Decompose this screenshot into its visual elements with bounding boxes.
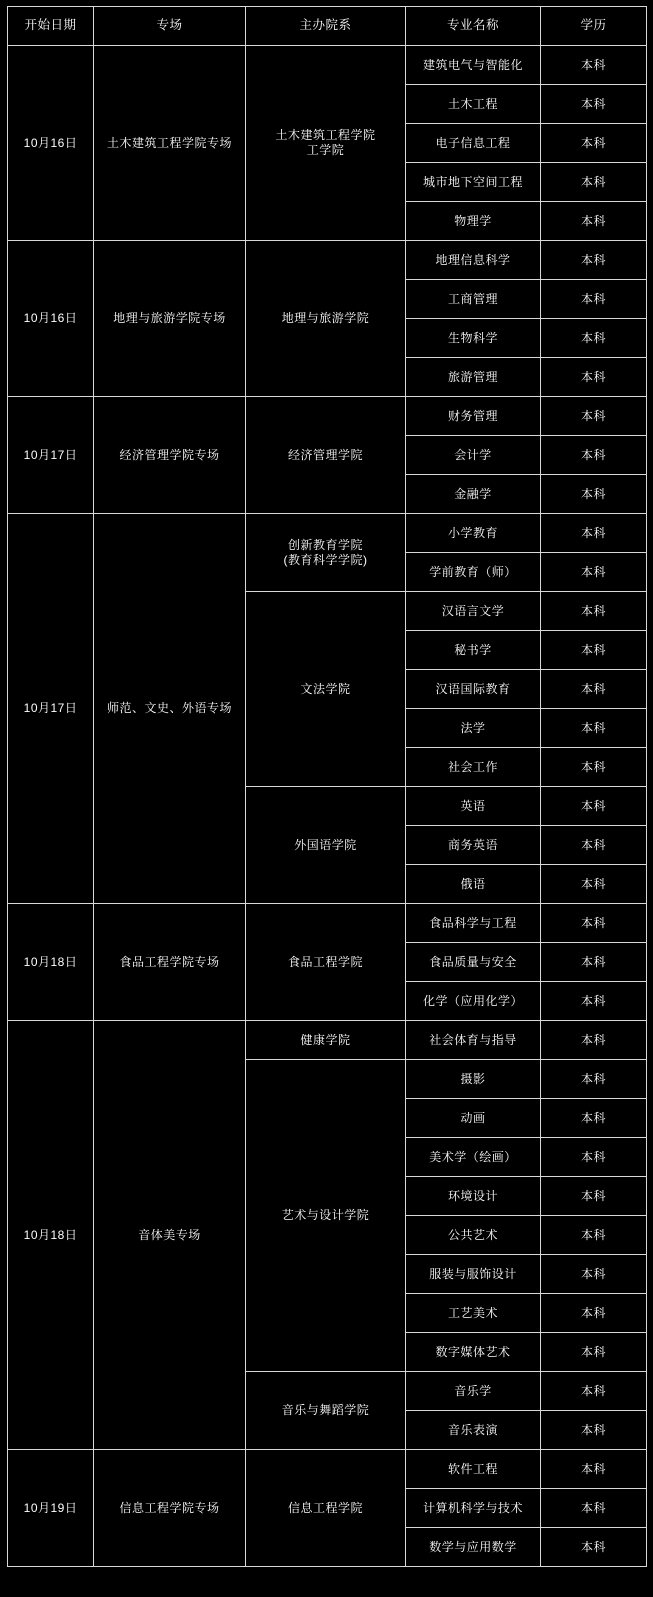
cell-level	[541, 982, 647, 1021]
cell-major	[406, 1021, 541, 1060]
cell-line: 音乐与舞蹈学院	[281, 1403, 370, 1417]
table-header	[8, 7, 647, 46]
cell-level	[541, 319, 647, 358]
cell-line: 旅游管理	[447, 369, 498, 384]
cell-venue	[94, 241, 246, 397]
cell-line: 本科	[580, 1422, 606, 1437]
cell-major	[406, 787, 541, 826]
cell-major	[406, 85, 541, 124]
cell-level	[541, 787, 647, 826]
cell-major	[406, 358, 541, 397]
table-row	[8, 514, 647, 553]
cell-major	[406, 1255, 541, 1294]
cell-line: 环境设计	[447, 1188, 498, 1203]
cell-major	[406, 670, 541, 709]
cell-line: 本科	[580, 174, 606, 189]
cell-line: 本科	[580, 876, 606, 891]
cell-level	[541, 1060, 647, 1099]
cell-line: 地理与旅游学院	[281, 311, 370, 325]
table-row	[8, 904, 647, 943]
cell-date	[8, 397, 94, 514]
cell-venue	[94, 397, 246, 514]
cell-line: 生物科学	[447, 330, 498, 345]
cell-level	[541, 202, 647, 241]
cell-level	[541, 709, 647, 748]
cell-major	[406, 553, 541, 592]
cell-date	[8, 514, 94, 904]
cell-major	[406, 1060, 541, 1099]
cell-line: 食品工程学院	[287, 954, 363, 969]
cell-line: 建筑电气与智能化	[422, 57, 523, 72]
cell-line: 化学（应用化学）	[422, 993, 523, 1008]
cell-major	[406, 124, 541, 163]
cell-host	[246, 592, 406, 787]
cell-line: 本科	[580, 1461, 606, 1476]
cell-level	[541, 514, 647, 553]
cell-major	[406, 1138, 541, 1177]
cell-line: 10月18日	[23, 1227, 78, 1242]
cell-level	[541, 1021, 647, 1060]
cell-venue	[94, 904, 246, 1021]
cell-level	[541, 553, 647, 592]
cell-major	[406, 748, 541, 787]
column-header-level: 学历	[541, 7, 647, 46]
cell-level	[541, 241, 647, 280]
cell-line: 汉语言文学	[441, 603, 505, 618]
column-header-venue: 专场	[94, 7, 246, 46]
cell-line: 本科	[580, 486, 606, 501]
cell-line: 土木工程	[447, 96, 498, 111]
cell-major	[406, 865, 541, 904]
cell-line: 工艺美术	[447, 1305, 498, 1320]
cell-venue	[94, 46, 246, 241]
cell-line: 10月17日	[23, 701, 78, 715]
cell-line: 金融学	[454, 486, 492, 501]
cell-line: 10月16日	[23, 311, 78, 325]
cell-line: 信息工程学院专场	[119, 1500, 220, 1515]
cell-date	[8, 46, 94, 241]
cell-line: 外国语学院	[294, 837, 357, 852]
cell-level	[541, 85, 647, 124]
cell-line: 本科	[580, 135, 606, 150]
cell-line: 本科	[580, 1110, 606, 1125]
cell-line: 本科	[580, 681, 606, 696]
cell-line: 本科	[580, 1383, 606, 1398]
cell-line: 本科	[580, 798, 606, 813]
cell-level	[541, 1255, 647, 1294]
cell-line: 10月16日	[23, 135, 78, 150]
cell-venue	[94, 1021, 246, 1450]
cell-host	[246, 787, 406, 904]
cell-major	[406, 163, 541, 202]
cell-line: 本科	[580, 1539, 606, 1554]
column-header-major: 专业名称	[406, 7, 541, 46]
cell-line: 食品科学与工程	[429, 915, 517, 930]
cell-level	[541, 1177, 647, 1216]
cell-major	[406, 397, 541, 436]
cell-major	[406, 592, 541, 631]
cell-line: 本科	[580, 564, 606, 579]
cell-level	[541, 163, 647, 202]
cell-line: 服装与服饰设计	[429, 1266, 517, 1281]
cell-date	[8, 241, 94, 397]
table-row	[8, 241, 647, 280]
cell-date	[8, 904, 94, 1021]
cell-major	[406, 982, 541, 1021]
cell-line: 英语	[460, 798, 486, 813]
cell-major	[406, 826, 541, 865]
cell-major	[406, 46, 541, 85]
cell-line: 信息工程学院	[287, 1500, 363, 1515]
cell-level	[541, 46, 647, 85]
cell-line: 10月19日	[23, 1500, 78, 1515]
cell-line: 本科	[580, 1149, 606, 1164]
cell-level	[541, 1372, 647, 1411]
cell-line: 软件工程	[447, 1461, 498, 1476]
cell-line: 经济管理学院	[287, 447, 363, 462]
cell-host	[246, 46, 406, 241]
cell-major	[406, 1528, 541, 1567]
cell-major	[406, 631, 541, 670]
cell-major	[406, 1450, 541, 1489]
cell-line: 数学与应用数学	[429, 1539, 517, 1554]
cell-line: (教育科学学院)	[283, 552, 368, 567]
cell-level	[541, 826, 647, 865]
cell-line: 本科	[580, 603, 606, 618]
cell-level	[541, 1138, 647, 1177]
cell-major	[406, 1489, 541, 1528]
cell-line: 10月18日	[23, 954, 78, 969]
cell-line: 本科	[580, 525, 606, 540]
cell-line: 会计学	[454, 447, 492, 462]
cell-line: 创新教育学院	[287, 537, 363, 552]
cell-major	[406, 202, 541, 241]
cell-line: 文法学院	[300, 681, 351, 696]
cell-line: 本科	[580, 642, 606, 657]
cell-major	[406, 475, 541, 514]
cell-line: 健康学院	[300, 1032, 351, 1047]
cell-line: 食品工程学院专场	[119, 954, 220, 969]
cell-level	[541, 280, 647, 319]
cell-level	[541, 865, 647, 904]
recruitment-schedule-table	[7, 6, 647, 1567]
cell-line: 本科	[580, 291, 606, 306]
cell-line: 本科	[580, 1266, 606, 1281]
cell-line: 本科	[580, 213, 606, 228]
cell-line: 本科	[580, 1227, 606, 1242]
table-row	[8, 1450, 647, 1489]
cell-line: 动画	[460, 1110, 486, 1125]
cell-line: 土木建筑工程学院专场	[106, 135, 232, 150]
table-row	[8, 46, 647, 85]
cell-level	[541, 1216, 647, 1255]
cell-line: 本科	[580, 447, 606, 462]
cell-line: 音乐学	[454, 1383, 492, 1398]
cell-line: 本科	[580, 57, 606, 72]
cell-host	[246, 1372, 406, 1450]
cell-host	[246, 241, 406, 397]
cell-line: 本科	[580, 759, 606, 774]
cell-line: 社会工作	[447, 759, 498, 774]
cell-line: 音乐表演	[447, 1422, 498, 1437]
cell-line: 法学	[460, 720, 486, 735]
cell-line: 社会体育与指导	[429, 1032, 517, 1047]
cell-level	[541, 358, 647, 397]
table-row	[8, 1021, 647, 1060]
cell-major	[406, 1372, 541, 1411]
cell-line: 音体美专场	[138, 1227, 201, 1242]
table-header-row	[8, 7, 647, 46]
cell-level	[541, 1528, 647, 1567]
cell-line: 艺术与设计学院	[281, 1208, 370, 1222]
cell-line: 工学院	[306, 143, 345, 157]
cell-host	[246, 514, 406, 592]
cell-major	[406, 280, 541, 319]
cell-major	[406, 904, 541, 943]
cell-date	[8, 1021, 94, 1450]
cell-line: 城市地下空间工程	[422, 174, 523, 189]
cell-level	[541, 631, 647, 670]
cell-level	[541, 904, 647, 943]
cell-line: 本科	[580, 954, 606, 969]
cell-date	[8, 1450, 94, 1567]
cell-line: 本科	[580, 1071, 606, 1086]
cell-line: 美术学（绘画）	[429, 1149, 517, 1164]
cell-line: 秘书学	[454, 642, 492, 657]
table-row	[8, 397, 647, 436]
cell-line: 电子信息工程	[435, 135, 511, 150]
table-body	[8, 46, 647, 1567]
cell-level	[541, 397, 647, 436]
cell-line: 本科	[580, 1305, 606, 1320]
cell-line: 物理学	[454, 213, 492, 228]
cell-line: 师范、文史、外语专场	[106, 701, 232, 715]
cell-level	[541, 1333, 647, 1372]
cell-line: 本科	[580, 1500, 606, 1515]
cell-line: 本科	[580, 837, 606, 852]
cell-line: 10月17日	[23, 447, 78, 462]
cell-major	[406, 514, 541, 553]
cell-line: 汉语国际教育	[435, 681, 511, 696]
column-header-host: 主办院系	[246, 7, 406, 46]
cell-venue	[94, 514, 246, 904]
cell-level	[541, 1411, 647, 1450]
cell-line: 财务管理	[447, 408, 498, 423]
cell-line: 本科	[580, 330, 606, 345]
cell-line: 本科	[580, 96, 606, 111]
column-header-date: 开始日期	[8, 7, 94, 46]
cell-major	[406, 709, 541, 748]
cell-line: 工商管理	[447, 291, 498, 306]
cell-line: 本科	[580, 408, 606, 423]
cell-line: 地理与旅游学院专场	[113, 311, 226, 325]
cell-major	[406, 1177, 541, 1216]
cell-major	[406, 241, 541, 280]
cell-line: 食品质量与安全	[429, 954, 517, 969]
cell-level	[541, 670, 647, 709]
cell-line: 本科	[580, 720, 606, 735]
cell-line: 摄影	[460, 1071, 486, 1086]
cell-major	[406, 1099, 541, 1138]
cell-host	[246, 1021, 406, 1060]
cell-host	[246, 397, 406, 514]
cell-line: 学前教育（师）	[429, 564, 517, 579]
cell-line: 计算机科学与技术	[422, 1500, 523, 1515]
cell-level	[541, 436, 647, 475]
cell-line: 本科	[580, 1344, 606, 1359]
cell-major	[406, 1333, 541, 1372]
cell-line: 本科	[580, 369, 606, 384]
cell-level	[541, 124, 647, 163]
cell-line: 本科	[580, 915, 606, 930]
cell-host	[246, 904, 406, 1021]
cell-level	[541, 943, 647, 982]
cell-level	[541, 592, 647, 631]
cell-major	[406, 436, 541, 475]
cell-major	[406, 1216, 541, 1255]
cell-level	[541, 475, 647, 514]
cell-line: 商务英语	[447, 837, 498, 852]
cell-line: 本科	[580, 1188, 606, 1203]
cell-host	[246, 1450, 406, 1567]
cell-line: 土木建筑工程学院	[275, 128, 376, 142]
cell-line: 俄语	[460, 876, 486, 891]
cell-line: 小学教育	[447, 525, 498, 540]
cell-venue	[94, 1450, 246, 1567]
cell-line: 本科	[580, 993, 606, 1008]
cell-major	[406, 943, 541, 982]
cell-level	[541, 1294, 647, 1333]
cell-line: 公共艺术	[447, 1227, 498, 1242]
cell-line: 本科	[580, 252, 606, 267]
cell-level	[541, 1099, 647, 1138]
cell-major	[406, 1411, 541, 1450]
cell-line: 经济管理学院专场	[119, 447, 220, 462]
cell-line: 地理信息科学	[435, 252, 511, 267]
cell-line: 数字媒体艺术	[435, 1344, 511, 1359]
cell-level	[541, 748, 647, 787]
cell-level	[541, 1489, 647, 1528]
cell-level	[541, 1450, 647, 1489]
cell-line: 本科	[580, 1032, 606, 1047]
cell-host	[246, 1060, 406, 1372]
cell-major	[406, 1294, 541, 1333]
cell-major	[406, 319, 541, 358]
